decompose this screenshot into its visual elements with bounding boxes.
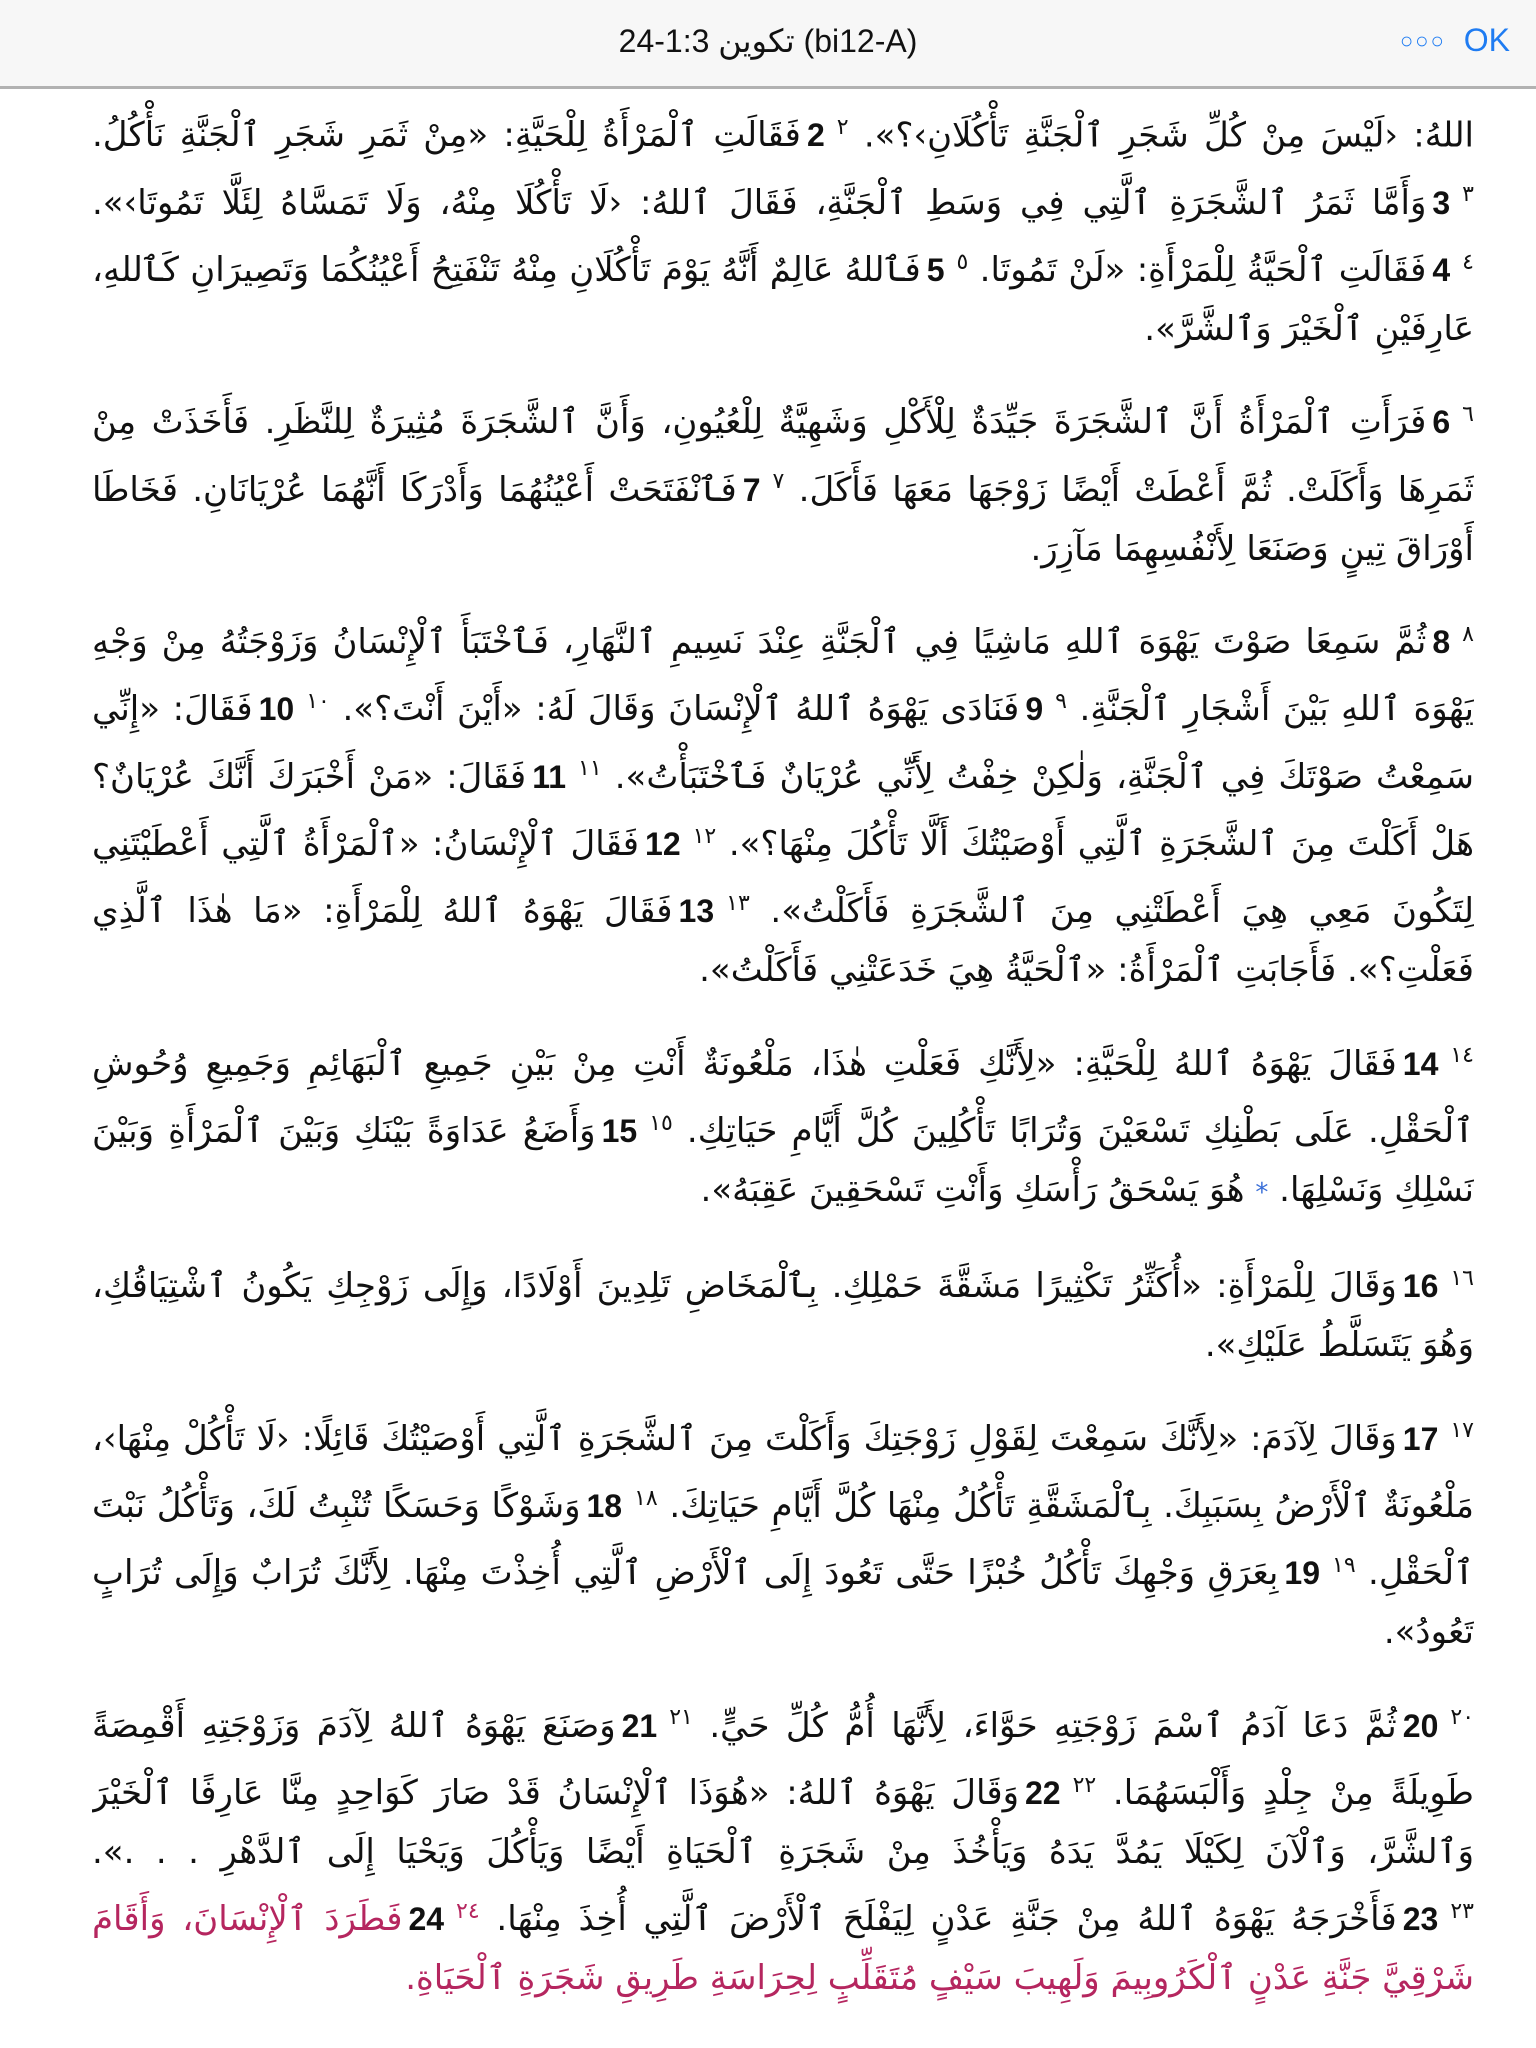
verse-number[interactable]: 3: [1432, 184, 1451, 221]
verse-text: فَقَالَ يَهْوَهُ ٱللهُ لِلْمَرْأَةِ: «مَا هٰذَا ٱلَّذِي فَعَلْتِ؟». فَأَجَابَتِ ٱلْمَرْأَةُ: «ٱلْحَيَّةُ هِيَ خَدَعَتْنِي فَأَكَلْتُ».: [92, 891, 1474, 991]
verse-text: فَقَالَ يَهْوَهُ ٱللهُ لِلْحَيَّةِ: «لِأَنَّكِ فَعَلْتِ هٰذَا، مَلْعُونَةٌ أَنْتِ مِنْ بَيْنِ جَمِيعِ ٱلْبَهَائِمِ وَجَمِيعِ وُحُوشِ ٱلْحَقْلِ. عَلَى بَطْنِكِ تَسْعَيْنَ وَتُرَابًا تَأْكُلِينَ كُلَّ أَيَّامِ حَيَاتِكِ.: [92, 1043, 1474, 1151]
verse-number-arabic: ١٧: [1450, 1418, 1474, 1444]
paragraph: [92, 605, 1474, 1001]
verse: [980, 250, 1474, 290]
footnote-marker[interactable]: *: [1255, 1177, 1269, 1208]
verse-number[interactable]: 13: [678, 893, 715, 930]
verse-number-arabic: ١٩: [1332, 1552, 1356, 1578]
verse-number[interactable]: 17: [1402, 1420, 1439, 1457]
verse-number-arabic: ٨: [1462, 621, 1474, 647]
verse: [342, 689, 1066, 729]
verse-number-arabic: ١٤: [1450, 1043, 1474, 1069]
verse-number[interactable]: 11: [532, 758, 567, 795]
verse: [92, 115, 849, 155]
verse-number[interactable]: 2: [806, 117, 825, 154]
verse-number-arabic: ٩: [1055, 688, 1067, 714]
verse-text: وَشَوْكًا وَحَسَكًا تُنْبِتُ لَكَ، وَتَأْكُلُ نَبْتَ ٱلْحَقْلِ.: [92, 1485, 1474, 1594]
verse-number[interactable]: 16: [1402, 1268, 1439, 1305]
verse-text: فَٱنْفَتَحَتْ أَعْيُنُهُمَا وَأَدْرَكَا أَنَّهُمَا عُرْيَانَانِ. فَخَاطَا أَوْرَاقَ تِينٍ وَصَنَعَا لِأَنْفُسِهِمَا مَآزِرَ.: [92, 469, 1474, 569]
verse: [92, 1553, 1474, 1652]
verse-number[interactable]: 19: [1284, 1555, 1320, 1592]
verse-number-arabic: ١٢: [692, 823, 717, 849]
verse-number-arabic: ١٠: [306, 688, 330, 714]
verse-number[interactable]: 21: [621, 1707, 658, 1744]
verse-text: فَطَرَدَ ٱلْإِنْسَانَ، وَأَقَامَ شَرْقِيَّ جَنَّةِ عَدْنٍ ٱلْكَرُوبِيمَ وَلَهِيبَ سَيْفٍ مُتَقَلِّبٍ لِحِرَاسَةِ طَرِيقِ شَجَرَةِ ٱلْحَيَاةِ.: [92, 1899, 1474, 1999]
paragraph: [92, 98, 1474, 359]
verse-text: فَنَادَى يَهْوَهُ ٱللهُ ٱلْإِنْسَانَ وَقَالَ لَهُ: «أَيْنَ أَنْتَ؟».: [342, 689, 1020, 730]
verse-number-arabic: ٦: [1462, 401, 1474, 427]
nav-actions: [1400, 22, 1510, 59]
verse-number-arabic: ١٦: [1450, 1265, 1474, 1291]
verse-text: فَقَالَتِ ٱلْمَرْأَةُ لِلْحَيَّةِ: «مِنْ ثَمَرِ شَجَرِ ٱلْجَنَّةِ نَأْكُلُ.: [92, 115, 801, 156]
scripture-text: [92, 98, 1474, 2038]
verse-text: فَقَالَ ٱلْإِنْسَانُ: «ٱلْمَرْأَةُ ٱلَّتِي أَعْطَيْتَنِي لِتَكُونَ مَعِي هِيَ أَعْطَتْنِي مِنَ ٱلشَّجَرَةِ فَأَكَلْتُ».: [92, 823, 1474, 932]
verse-text: فَقَالَ: «مَنْ أَخْبَرَكَ أَنَّكَ عُرْيَانٌ؟ هَلْ أَكَلْتَ مِنَ ٱلشَّجَرَةِ ٱلَّتِي أَوْصَيْتُكَ أَلَّا تَأْكُلَ مِنْهَا؟».: [92, 756, 1474, 864]
ellipsis-icon[interactable]: ○○○: [1399, 27, 1446, 53]
verse-text: اللهُ: ‹لَيْسَ مِنْ كُلِّ شَجَرِ ٱلْجَنَّةِ تَأْكُلَانِ›؟».: [863, 115, 1474, 156]
verse-number-arabic: ٢٤: [456, 1898, 480, 1924]
verse-text: وَأَضَعُ عَدَاوَةً بَيْنَكِ وَبَيْنَ ٱلْمَرْأَةِ وَبَيْنَ نَسْلِكِ وَنَسْلِهَا.: [92, 1110, 1474, 1210]
verse-number-arabic: ١٨: [634, 1485, 658, 1511]
verse-text: وَقَالَ لِآدَمَ: «لِأَنَّكَ سَمِعْتَ لِقَوْلِ زَوْجَتِكَ وَأَكَلْتَ مِنَ ٱلشَّجَرَةِ ٱلَّتِي أَوْصَيْتُكَ قَائِلًا: ‹لَا تَأْكُلْ مِنْهَا›، مَلْعُونَةٌ ٱلْأَرْضُ بِسَبَبِكَ. بِٱلْمَشَقَّةِ تَأْكُلُ مِنْهَا كُلَّ أَيَّامِ حَيَاتِكَ.: [92, 1418, 1474, 1526]
verse-text: وَقَالَ يَهْوَهُ ٱللهُ: «هُوَذَا ٱلْإِنْسَانُ قَدْ صَارَ كَوَاحِدٍ مِنَّا عَارِفًا ٱلْخَيْرَ وَٱلشَّرَّ، وَٱلْآنَ لِكَيْلَا يَمُدَّ يَدَهُ وَيَأْخُذَ مِنْ شَجَرَةِ ٱلْحَيَاةِ أَيْضًا وَيَأْكُلَ وَيَحْيَا إِلَى ٱلدَّهْرِ . . .».: [92, 1772, 1474, 1872]
verse-text: وَصَنَعَ يَهْوَهُ ٱللهُ لِآدَمَ وَزَوْجَتِهِ أَقْمِصَةً طَوِيلَةً مِنْ جِلْدٍ وَأَلْبَسَهُمَا.: [92, 1705, 1474, 1813]
verse-number-arabic: ٧: [772, 469, 785, 495]
verse-text: وَأَمَّا ثَمَرُ ٱلشَّجَرَةِ ٱلَّتِي فِي وَسَطِ ٱلْجَنَّةِ، فَقَالَ ٱللهُ: ‹لَا تَأْكُلَا مِنْهُ، وَلَا تَمَسَّاهُ لِئَلَّا تَمُوتَا›».: [92, 182, 1427, 223]
verse-text: فَٱللهُ عَالِمٌ أَنَّهُ يَوْمَ تَأْكُلَانِ مِنْهُ تَنْفَتِحُ أَعْيُنُكُمَا وَتَصِيرَانِ كَٱللهِ، عَارِفَيْنِ ٱلْخَيْرَ وَٱلشَّرَّ».: [92, 249, 1474, 349]
verse-number-arabic: ٢: [836, 115, 849, 140]
verse-number[interactable]: 18: [586, 1487, 623, 1524]
verse-text: بِعَرَقِ وَجْهِكَ تَأْكُلُ خُبْزًا حَتَّى تَعُودَ إِلَى ٱلْأَرْضِ ٱلَّتِي أُخِذْتَ مِنْهَا. لِأَنَّكَ تُرَابٌ وَإِلَى تُرَابٍ تَعُودُ».: [92, 1553, 1474, 1653]
verse-number[interactable]: 14: [1402, 1045, 1439, 1082]
verse-text: فَأَخْرَجَهُ يَهْوَهُ ٱللهُ مِنْ جَنَّةِ عَدْنٍ لِيَفْلَحَ ٱلْأَرْضَ ٱلَّتِي أُخِذَ مِنْهَا.: [496, 1899, 1397, 1940]
verse-number[interactable]: 20: [1402, 1707, 1439, 1744]
ok-button[interactable]: OK: [1463, 22, 1510, 58]
verse-text: ثُمَّ دَعَا آدَمُ ٱسْمَ زَوْجَتِهِ حَوَّاءَ، لِأَنَّهَا أُمُّ كُلِّ حَيٍّ.: [709, 1705, 1397, 1746]
navigation-bar: [0, 0, 1536, 89]
verse-number-arabic: ٢٣: [1450, 1898, 1474, 1924]
verse-number[interactable]: 15: [601, 1112, 638, 1149]
verse-number[interactable]: 24: [408, 1901, 445, 1938]
paragraph: [92, 1026, 1474, 1223]
verse-number[interactable]: 7: [742, 471, 761, 508]
page-title: تكوين 1:3-24 (bi12-A): [618, 23, 918, 59]
verse-number-arabic: ٢٠: [1450, 1705, 1474, 1731]
verse-number[interactable]: 10: [258, 691, 295, 728]
verse-number-arabic: ١١: [578, 756, 602, 782]
verse-number[interactable]: 12: [645, 825, 681, 862]
verse-number-arabic: ٢١: [669, 1705, 693, 1731]
verse-number-arabic: ٣: [1462, 182, 1474, 208]
verse-number[interactable]: 22: [1025, 1774, 1061, 1811]
paragraph: [92, 385, 1474, 579]
verse: [864, 115, 1474, 155]
verse: [92, 1266, 1474, 1365]
verse-text: فَرَأَتِ ٱلْمَرْأَةُ أَنَّ ٱلشَّجَرَةَ جَيِّدَةٌ لِلْأَكْلِ وَشَهِيَّةٌ لِلْعُيُونِ، وَأَنَّ ٱلشَّجَرَةَ مُثِيرَةٌ لِلنَّظَرِ. فَأَخَذَتْ مِنْ ثَمَرِهَا وَأَكَلَتْ. ثُمَّ أَعْطَتْ أَيْضًا زَوْجَهَا مَعَهَا فَأَكَلَ.: [92, 402, 1474, 510]
verse-text: وَقَالَ لِلْمَرْأَةِ: «أُكَثِّرُ تَكْثِيرًا مَشَقَّةَ حَمْلِكِ. بِٱلْمَخَاضِ تَلِدِينَ أَوْلَادًا، وَإِلَى زَوْجِكِ يَكُونُ ٱشْتِيَاقُكِ، وَهُوَ يَتَسَلَّطُ عَلَيْكِ».: [92, 1266, 1474, 1366]
verse: [92, 183, 1474, 223]
verse-number[interactable]: 4: [1432, 251, 1451, 288]
verse-text: فَقَالَ: «إِنِّي سَمِعْتُ صَوْتَكَ فِي ٱلْجَنَّةِ، وَلٰكِنْ خِفْتُ لِأَنِّي عُرْيَانٌ فَٱخْتَبَأْتُ».: [92, 689, 1474, 797]
verse-number[interactable]: 23: [1402, 1901, 1439, 1938]
verse-number-arabic: ١٥: [649, 1110, 673, 1136]
verse-number[interactable]: 9: [1025, 691, 1044, 728]
verse-text: فَقَالَتِ ٱلْحَيَّةُ لِلْمَرْأَةِ: «لَنْ تَمُوتَا.: [979, 249, 1427, 290]
paragraph: [92, 1688, 1474, 2008]
verse: [496, 1899, 1474, 1939]
verse-number-arabic: ٥: [956, 249, 969, 275]
verse: [709, 1706, 1474, 1746]
paragraph: [92, 1249, 1474, 1375]
verse-number-arabic: ١٣: [726, 890, 750, 916]
verse-number-arabic: ٤: [1462, 249, 1474, 275]
verse-text: هُوَ يَسْحَقُ رَأْسَكِ وَأَنْتِ تَسْحَقِينَ عَقِبَهُ».: [700, 1169, 1245, 1210]
verse-number-arabic: ٢٢: [1072, 1772, 1097, 1798]
verse-text: ثُمَّ سَمِعَا صَوْتَ يَهْوَهَ ٱللهِ مَاشِيًا فِي ٱلْجَنَّةِ عِنْدَ نَسِيمِ ٱلنَّهَارِ، فَٱخْتَبَأَ ٱلْإِنْسَانُ وَزَوْجَتُهُ مِنْ وَجْهِ يَهْوَهَ ٱللهِ بَيْنَ أَشْجَارِ ٱلْجَنَّةِ.: [92, 621, 1474, 730]
verse-number[interactable]: 6: [1432, 404, 1451, 441]
paragraph: [92, 1401, 1474, 1662]
verse-number[interactable]: 8: [1432, 623, 1451, 660]
verse-number[interactable]: 5: [926, 251, 945, 288]
